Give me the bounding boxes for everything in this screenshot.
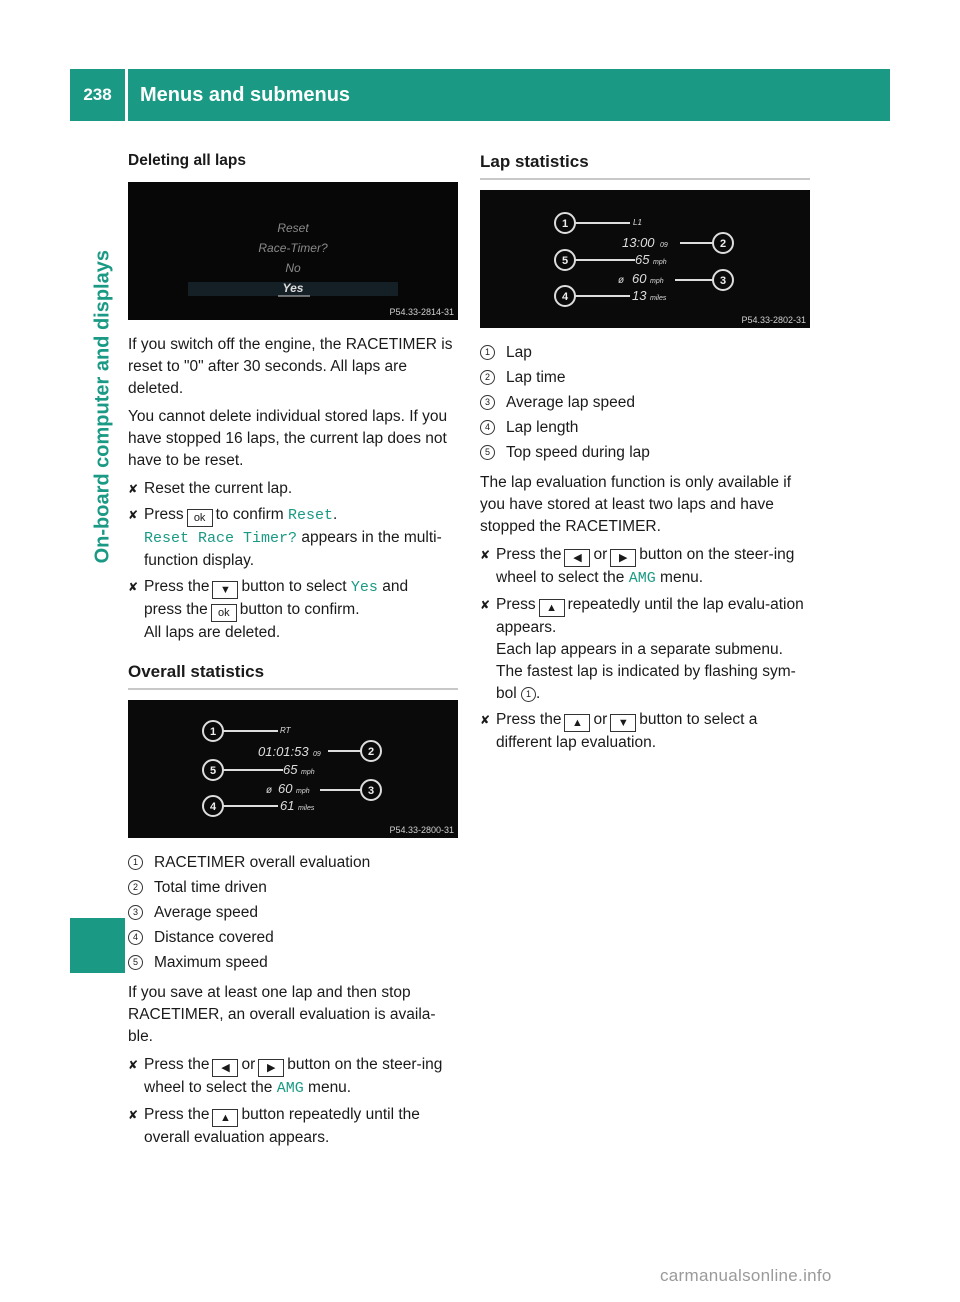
step-text: Each lap appears in a separate submenu. — [496, 641, 783, 658]
display-image-reset — [128, 182, 458, 320]
step-text: Press — [144, 506, 184, 523]
display-value: 09 — [660, 242, 668, 249]
display-line-yes: Yes — [282, 281, 304, 295]
legend-item — [128, 952, 458, 974]
chapter-sidebar — [70, 130, 125, 1302]
display-value: ø — [618, 275, 625, 286]
page-header — [70, 69, 890, 121]
display-line-reset: Reset — [277, 221, 309, 235]
screen-overall-statistics — [128, 700, 458, 838]
step-text: and — [382, 578, 409, 595]
legend-text: Lap length — [506, 419, 579, 436]
callout-number-icon: 3 — [480, 395, 495, 410]
image-reference: P54.33-2802-31 — [741, 315, 806, 325]
display-image-lap — [480, 190, 810, 328]
image-reference: P54.33-2800-31 — [389, 825, 454, 835]
legend-list — [480, 342, 810, 464]
svg-text:5: 5 — [561, 255, 569, 267]
step-text: . — [333, 506, 338, 523]
legend-text: Distance covered — [154, 929, 274, 946]
display-value: L1 — [633, 218, 642, 227]
display-value: 13 — [632, 288, 647, 303]
step-text: to confirm — [215, 506, 284, 523]
down-key-icon: ▼ — [610, 714, 636, 732]
legend-item — [128, 852, 458, 874]
step-arrow-icon: ✘ — [128, 580, 139, 594]
display-term: Yes — [350, 579, 378, 596]
legend-list — [128, 852, 458, 974]
step-text: Press the — [144, 578, 210, 595]
chapter-label-text: On-board computer and displays — [91, 250, 113, 564]
right-column — [480, 150, 810, 758]
display-value: miles — [650, 295, 667, 302]
step-text: Press the — [144, 1056, 210, 1073]
display-value: mph — [301, 769, 315, 776]
step — [128, 1104, 458, 1149]
callout-number-icon: 4 — [480, 420, 495, 435]
step-text: button to confirm. — [239, 601, 360, 618]
step-text: Press the — [496, 711, 562, 728]
paragraph: If you save at least one lap and then stop RACETIMER, an overall evaluation is availa-ble. — [128, 984, 436, 1045]
callout-number-icon: 2 — [480, 370, 495, 385]
up-key-icon: ▲ — [564, 714, 590, 732]
legend-text: Average lap speed — [506, 394, 635, 411]
section-heading-overall: Overall statistics — [128, 660, 458, 690]
legend-text: Top speed during lap — [506, 444, 650, 461]
step-text: repeatedly until the lap evalu-ation appears. — [496, 596, 804, 636]
legend-item — [480, 342, 810, 364]
step — [128, 504, 458, 572]
legend-item — [480, 392, 810, 414]
step-text: menu. — [308, 1079, 352, 1096]
chapter-label — [84, 250, 114, 750]
screen-lap-statistics — [480, 190, 810, 328]
left-column — [128, 150, 458, 1153]
callout-number-icon: 1 — [128, 855, 143, 870]
down-key-icon: ▼ — [212, 581, 238, 599]
right-key-icon: ▶ — [258, 1059, 284, 1077]
image-reference: P54.33-2814-31 — [389, 307, 454, 317]
step-text: button on the steer-ing wheel to select the — [144, 1056, 443, 1096]
step — [480, 544, 810, 590]
display-value: 65 — [635, 252, 650, 267]
display-line-race-timer: Race-Timer? — [258, 241, 328, 255]
step-text: button to select a different lap evaluation. — [496, 711, 758, 751]
svg-text:3: 3 — [719, 275, 727, 287]
svg-text:1: 1 — [561, 218, 569, 230]
step-text: button repeatedly until the overall evaluation appears. — [144, 1106, 420, 1146]
paragraph: You cannot delete individual stored laps. If you have stopped 16 laps, the current lap does not have to be reset. — [128, 408, 448, 469]
svg-text:2: 2 — [367, 746, 375, 758]
step-text: button on the steer-ing wheel to select the — [496, 546, 795, 586]
left-key-icon: ◀ — [564, 549, 590, 567]
callout-number-icon: 2 — [128, 880, 143, 895]
legend-item — [480, 442, 810, 464]
step-text: Reset the current lap. — [144, 480, 293, 497]
step-text: menu. — [660, 569, 704, 586]
watermark: carmanualsonline.info — [660, 1266, 832, 1285]
step-arrow-icon: ✘ — [128, 508, 139, 522]
display-term: Reset Race Timer? — [144, 530, 298, 547]
svg-text:1: 1 — [209, 726, 217, 738]
section-heading-deleting: Deleting all laps — [128, 152, 247, 169]
step — [128, 478, 458, 500]
legend-item — [480, 417, 810, 439]
step-arrow-icon: ✘ — [480, 598, 491, 612]
step-arrow-icon: ✘ — [480, 713, 491, 727]
paragraph: If you switch off the engine, the RACETIMER is reset to "0" after 30 seconds. All laps are deleted. — [128, 336, 453, 397]
callout-number-icon: 1 — [480, 345, 495, 360]
display-value: 65 — [283, 762, 298, 777]
right-key-icon: ▶ — [610, 549, 636, 567]
svg-text:3: 3 — [367, 785, 375, 797]
display-value: 13:00 — [622, 235, 655, 250]
legend-item — [128, 902, 458, 924]
chapter-marker — [70, 918, 125, 973]
page-number: 238 — [83, 85, 112, 104]
step-text: or — [593, 711, 608, 728]
left-key-icon: ◀ — [212, 1059, 238, 1077]
step — [128, 1054, 458, 1100]
svg-text:5: 5 — [209, 765, 217, 777]
section-heading-lap: Lap statistics — [480, 150, 810, 180]
paragraph: The lap evaluation function is only available if you have stored at least two laps and have stopped the RACETIMER. — [480, 474, 792, 535]
step — [128, 576, 458, 644]
step-text: button to select — [241, 578, 347, 595]
screen-reset-race-timer — [128, 182, 458, 320]
display-value: 09 — [313, 751, 321, 758]
display-image-overall — [128, 700, 458, 838]
display-term: Reset — [288, 507, 334, 524]
display-value: mph — [296, 788, 310, 795]
display-value: miles — [298, 805, 315, 812]
display-term: AMG — [628, 570, 656, 587]
callout-number-icon: 1 — [521, 687, 536, 702]
step-text: . — [536, 685, 541, 702]
ok-key-icon: ok — [211, 604, 237, 622]
svg-text:4: 4 — [561, 291, 569, 303]
step-arrow-icon: ✘ — [128, 1108, 139, 1122]
legend-text: Lap time — [506, 369, 566, 386]
legend-text: RACETIMER overall evaluation — [154, 854, 371, 871]
legend-text: Lap — [506, 344, 532, 361]
step-arrow-icon: ✘ — [480, 548, 491, 562]
step-text: Press the — [496, 546, 562, 563]
legend-text: Maximum speed — [154, 954, 268, 971]
callout-number-icon: 4 — [128, 930, 143, 945]
step-text: Press — [496, 596, 536, 613]
page-title: Menus and submenus — [140, 84, 351, 106]
step-text: or — [593, 546, 608, 563]
step-arrow-icon: ✘ — [128, 482, 139, 496]
legend-text: Total time driven — [154, 879, 267, 896]
display-value: 61 — [280, 798, 295, 813]
display-value: mph — [653, 259, 667, 266]
svg-text:4: 4 — [209, 801, 217, 813]
step-text: All laps are deleted. — [144, 624, 281, 641]
ok-key-icon: ok — [187, 509, 213, 527]
step-text: press the — [144, 601, 208, 618]
legend-item — [480, 367, 810, 389]
legend-item — [128, 927, 458, 949]
callout-number-icon: 5 — [128, 955, 143, 970]
display-value: 60 — [632, 271, 647, 286]
up-key-icon: ▲ — [539, 599, 565, 617]
step — [480, 594, 810, 705]
display-line-no: No — [285, 261, 301, 275]
step — [480, 709, 810, 754]
display-term: AMG — [276, 1080, 304, 1097]
display-value: mph — [650, 278, 664, 285]
svg-text:2: 2 — [719, 238, 727, 250]
callout-number-icon: 3 — [128, 905, 143, 920]
display-value: RT — [280, 726, 291, 735]
display-value: ø — [266, 785, 273, 796]
callout-number-icon: 5 — [480, 445, 495, 460]
display-value: 60 — [278, 781, 293, 796]
legend-text: Average speed — [154, 904, 258, 921]
step-text: or — [241, 1056, 256, 1073]
step-arrow-icon: ✘ — [128, 1058, 139, 1072]
step-text: The fastest lap is indicated by flashing sym-bol — [496, 663, 796, 702]
display-value: 01:01:53 — [258, 744, 309, 759]
step-text: appears in the multi-function display. — [144, 529, 442, 569]
legend-item — [128, 877, 458, 899]
header-separator — [125, 69, 128, 121]
step-text: Press the — [144, 1106, 210, 1123]
up-key-icon: ▲ — [212, 1109, 238, 1127]
